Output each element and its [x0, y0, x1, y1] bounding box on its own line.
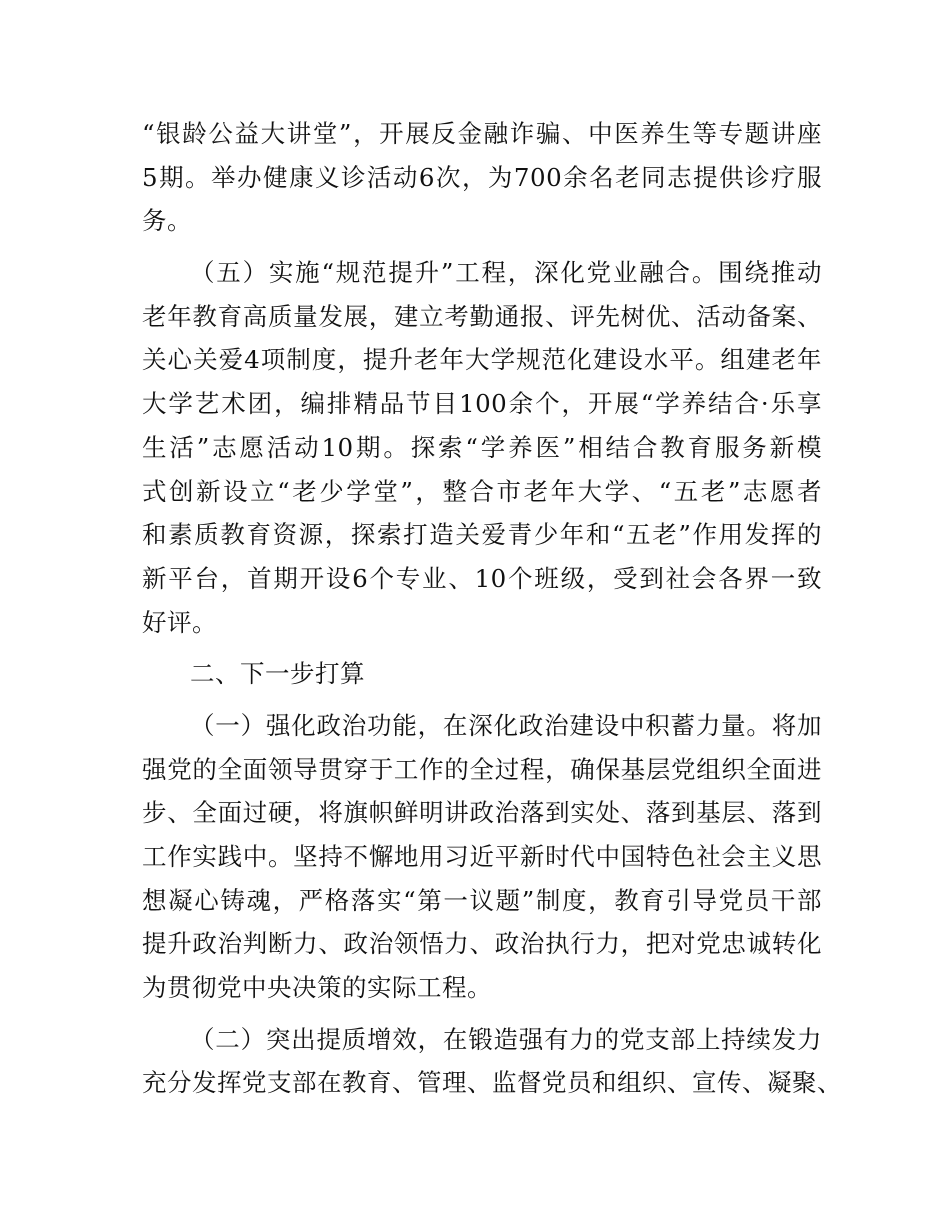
text-line: 式创新设立“老少学堂”，整合市老年大学、“五老”志愿者 [142, 476, 822, 506]
text-line: 强党的全面领导贯穿于工作的全过程，确保基层党组织全面进 [142, 754, 822, 784]
paragraph-gap [142, 243, 822, 251]
text-line: （二）突出提质增效，在锻造强有力的党支部上持续发力 [190, 1024, 822, 1054]
section-heading: 二、下一步打算 [190, 659, 365, 689]
paragraph-next-2 [142, 1018, 842, 1105]
text-line: 和素质教育资源，探索打造关爱青少年和“五老”作用发挥的 [142, 520, 822, 550]
text-line: 关心关爱4项制度，提升老年大学规范化建设水平。组建老年 [142, 345, 822, 375]
text-line: 老年教育高质量发展，建立考勤通报、评先树优、活动备案、 [142, 301, 822, 331]
text-line: 步、全面过硬，将旗帜鲜明讲政治落到实处、落到基层、落到 [142, 798, 822, 828]
paragraph-gap [142, 696, 822, 704]
text-line: 为贯彻党中央决策的实际工程。 [142, 973, 492, 1003]
text-line: 工作实践中。坚持不懈地用习近平新时代中国特色社会主义思 [142, 842, 822, 871]
section-heading-next-steps [142, 652, 822, 696]
text-line: 提升政治判断力、政治领悟力、政治执行力，把对党忠诚转化 [142, 929, 822, 959]
text-line: 好评。 [142, 607, 217, 637]
document-page [142, 112, 842, 1105]
text-line: 新平台，首期开设6个专业、10个班级，受到社会各界一致 [142, 563, 822, 593]
text-line: 想凝心铸魂，严格落实“第一议题”制度，教育引导党员干部 [142, 885, 822, 915]
text-line: 充分发挥党支部在教育、管理、监督党员和组织、宣传、凝聚、 [142, 1068, 842, 1098]
paragraph-section-5 [142, 251, 822, 644]
text-line: 5期。举办健康义诊活动6次，为700余名老同志提供诊疗服 [142, 162, 822, 192]
text-line: 大学艺术团，编排精品节目100余个，开展“学养结合·乐享 [142, 389, 822, 419]
text-line: （五）实施“规范提升”工程，深化党业融合。围绕推动 [190, 258, 822, 288]
text-line: 生活”志愿活动10期。探索“学养医”相结合教育服务新模 [142, 432, 822, 462]
text-line: （一）强化政治功能，在深化政治建设中积蓄力量。将加 [190, 710, 822, 740]
paragraph-gap [142, 644, 822, 652]
paragraph-gap [142, 1010, 822, 1018]
paragraph-next-1 [142, 704, 822, 1010]
text-line: 务。 [142, 206, 192, 236]
text-line: “银龄公益大讲堂”，开展反金融诈骗、中医养生等专题讲座 [142, 119, 822, 148]
paragraph-lecture-continued [142, 112, 822, 243]
